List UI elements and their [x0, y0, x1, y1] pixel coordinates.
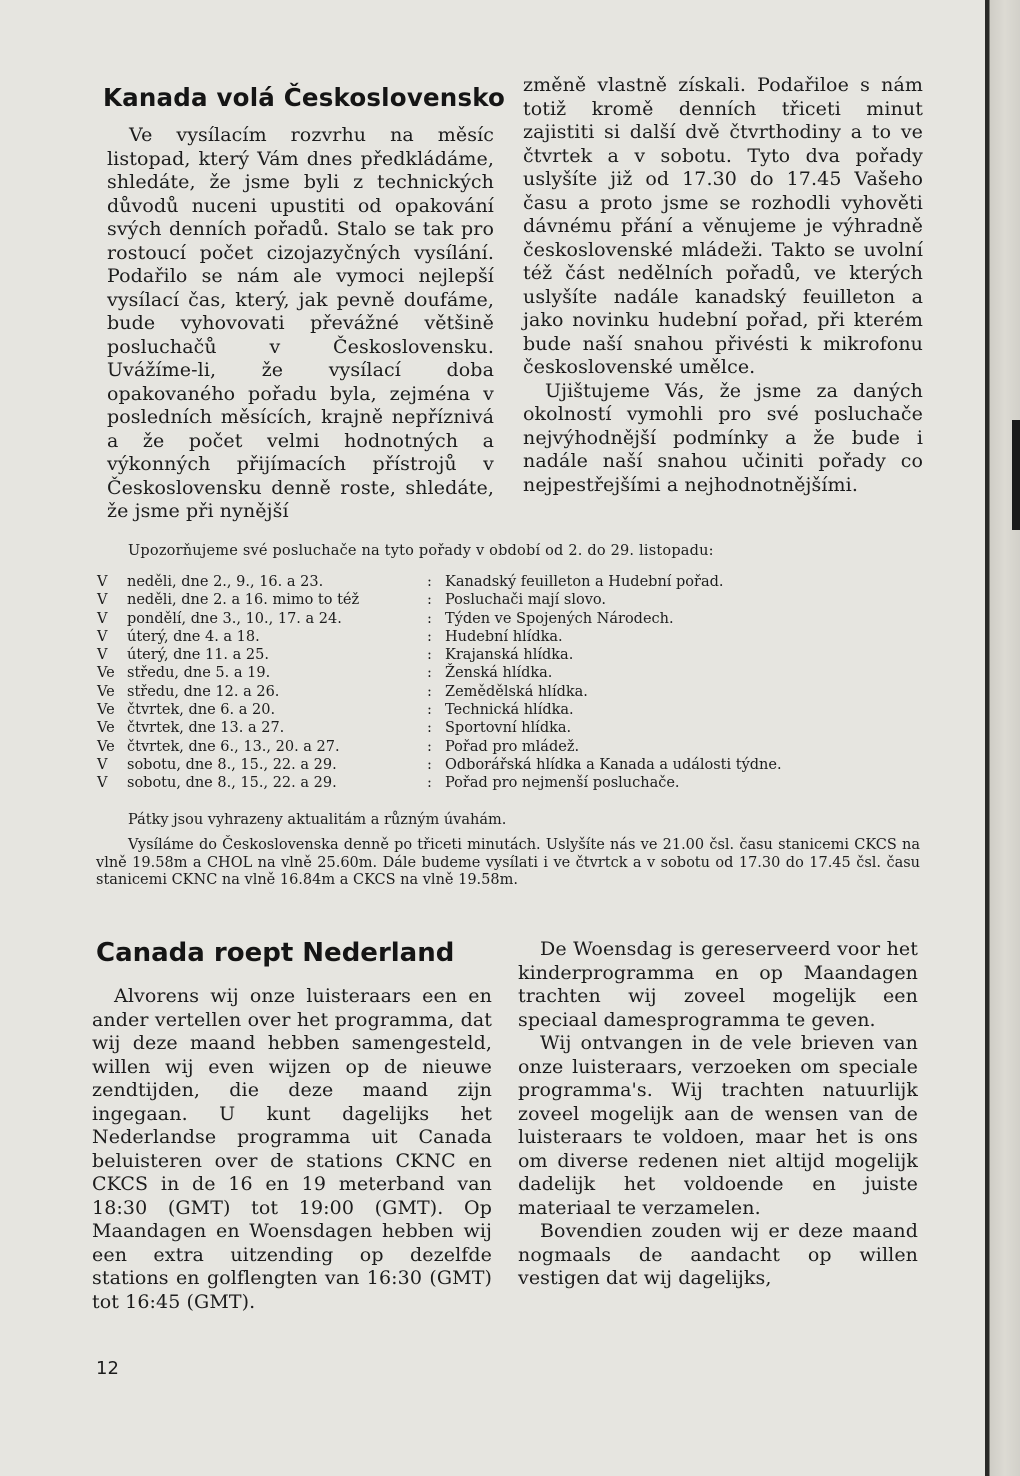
schedule-day: neděli, dne 2., 9., 16. a 23. [127, 574, 324, 590]
czech-right-paragraph-2: Ujištujeme Vás, že jsme za daných okolností vymohli pro své posluchače nejvýhodnější podmínky a že bude i nadále naší snahou učiniti pořady co nejpestřejšími a nejhodnotnějšími. [523, 379, 923, 496]
schedule-row [97, 591, 897, 609]
schedule-separator: : [427, 756, 432, 773]
schedule-day: sobotu, dne 8., 15., 22. a 29. [127, 756, 337, 773]
schedule-separator: : [427, 592, 432, 609]
next-page-edge [985, 0, 1020, 1476]
schedule-preposition: V [97, 756, 108, 773]
schedule-separator: : [427, 702, 432, 719]
schedule-day: čtvrtek, dne 6. a 20. [127, 702, 276, 719]
schedule-separator: : [427, 610, 432, 627]
page-number: 12 [96, 1358, 119, 1379]
schedule-row [97, 610, 897, 628]
schedule-separator: : [427, 665, 432, 682]
schedule-row [97, 774, 897, 792]
schedule-separator: : [427, 574, 432, 590]
schedule-program: Ženská hlídka. [445, 665, 553, 682]
schedule-preposition: Ve [97, 702, 115, 719]
schedule-program: Odborářská hlídka a Kanada a události týdne. [445, 756, 782, 773]
schedule-program: Sportovní hlídka. [445, 720, 572, 737]
schedule-day: úterý, dne 4. a 18. [127, 628, 260, 645]
schedule-separator: : [427, 738, 432, 755]
schedule-program: Pořad pro nejmenší posluchače. [445, 775, 680, 792]
czech-right-paragraph-1: změně vlastně získali. Podařiloe s nám totiž kromě denních třiceti minut zajistiti si další dvě čtvrthodiny a to ve čtvrtek a v sobotu. Tyto dva pořady uslyšíte již od 17.30 do 17.45 Vašeho času a proto jsme se rozhodli vyhověti dávnému přání a věnujeme je výhradně československé mládeži. Takto se uvolní též část nedělních pořadů, ve kterých uslyšíte nadále kanadský feuilleton a jako novinku hudební pořad, při kterém bude naší snahou přivésti k mikrofonu československé umělce. [523, 74, 923, 378]
schedule-program: Krajanská hlídka. [445, 647, 574, 664]
dutch-article-title: Canada roept Nederland [96, 938, 455, 968]
schedule-separator: : [427, 628, 432, 645]
schedule-program: Kanadský feuilleton a Hudební pořad. [445, 574, 724, 590]
schedule-table [97, 573, 897, 793]
czech-right-column [523, 74, 923, 497]
schedule-program: Hudební hlídka. [445, 628, 563, 645]
schedule-row [97, 719, 897, 737]
schedule-day: úterý, dne 11. a 25. [127, 647, 269, 664]
schedule-row [97, 701, 897, 719]
schedule-row [97, 628, 897, 646]
dutch-right-paragraph-1: De Woensdag is gereserveerd voor het kinderprogramma en op Maandagen trachten wij zoveel mogelijk een speciaal damesprogramma te geven. [518, 938, 918, 1031]
dutch-left-paragraph: Alvorens wij onze luisteraars een en ander vertellen over het programma, dat wij deze maand hebben samengesteld, willen wij even wijzen op de nieuwe zendtijden, die deze maand zijn ingegaan. U kunt dagelijks het Nederlandse programma uit Canada beluisteren over de stations CKNC en CKCS in de 16 en 19 meterband van 18:30 (GMT) tot 19:00 (GMT). Op Maandagen en Woensdagen hebben wij een extra uitzending op dezelfde stations en golflengten van 16:30 (GMT) tot 16:45 (GMT). [92, 985, 492, 1313]
broadcast-note: Vysíláme do Československa denně po třiceti minutách. Uslyšíte nás ve 21.00 čsl. času stanicemi CKCS na vlně 19.58m a CHOL na vlně 25.60m. Dále budeme vysílati i ve čtvrtck a v sobotu od 17.30 do 17.45 čsl. času stanicemi CKNC na vlně 16.84m a CKCS na vlně 19.58m. [96, 837, 920, 888]
fridays-note: Pátky jsou vyhrazeny aktualitám a různým úvahám. [128, 812, 507, 828]
dutch-right-column [518, 938, 918, 1291]
page-edge-tab [1012, 420, 1020, 530]
schedule-intro: Upozorňujeme své posluchače na tyto pořady v období od 2. do 29. listopadu: [128, 543, 714, 559]
schedule-day: čtvrtek, dne 13. a 27. [127, 720, 285, 737]
schedule-day: středu, dne 5. a 19. [127, 665, 271, 682]
schedule-program: Posluchači mají slovo. [445, 592, 607, 609]
schedule-program: Pořad pro mládež. [445, 738, 580, 755]
schedule-preposition: V [97, 592, 108, 609]
schedule-day: sobotu, dne 8., 15., 22. a 29. [127, 775, 337, 792]
schedule-day: pondělí, dne 3., 10., 17. a 24. [127, 610, 342, 627]
schedule-preposition: Ve [97, 738, 115, 755]
czech-article-title: Kanada volá Československo [103, 83, 506, 112]
dutch-right-paragraph-3: Bovendien zouden wij er deze maand nogmaals de aandacht op willen vestigen dat wij dagelijks, [518, 1220, 918, 1289]
schedule-program: Technická hlídka. [445, 702, 574, 719]
schedule-preposition: Ve [97, 683, 115, 700]
dutch-right-paragraph-2: Wij ontvangen in de vele brieven van onze luisteraars, verzoeken om speciale programma's. Wij trachten natuurlijk zoveel mogelijk aan de wensen van de luisteraars te voldoen, maar het is ons om diverse redenen niet altijd mogelijk dadelijk het voldoende en juiste materiaal te verzamelen. [518, 1032, 918, 1219]
schedule-preposition: V [97, 610, 108, 627]
schedule-row [97, 738, 897, 756]
schedule-program: Zemědělská hlídka. [445, 683, 588, 700]
schedule-row [97, 646, 897, 664]
schedule-preposition: Ve [97, 665, 115, 682]
schedule-separator: : [427, 775, 432, 792]
schedule-separator: : [427, 720, 432, 737]
czech-left-column [107, 124, 494, 524]
schedule-preposition: V [97, 775, 108, 792]
schedule-row [97, 664, 897, 682]
schedule-day: středu, dne 12. a 26. [127, 683, 280, 700]
schedule-day: neděli, dne 2. a 16. mimo to též [127, 592, 360, 609]
schedule-row [97, 573, 897, 591]
schedule-preposition: Ve [97, 720, 115, 737]
schedule-separator: : [427, 683, 432, 700]
schedule-program: Týden ve Spojených Národech. [445, 610, 674, 627]
schedule-preposition: V [97, 574, 108, 590]
schedule-day: čtvrtek, dne 6., 13., 20. a 27. [127, 738, 340, 755]
schedule-row [97, 756, 897, 774]
dutch-left-column [92, 985, 492, 1314]
schedule-row [97, 683, 897, 701]
schedule-preposition: V [97, 628, 108, 645]
schedule-preposition: V [97, 647, 108, 664]
czech-left-paragraph: Ve vysílacím rozvrhu na měsíc listopad, který Vám dnes předkládáme, shledáte, že jsme byli z technických důvodů nuceni upustiti od opakování svých denních pořadů. Stalo se tak pro rostoucí počet cizojazyčných vysílání. Podařilo se nám ale vymoci nejlepší vysílací čas, který, jak pevně doufáme, bude vyhovovati převážné většině posluchačů v Československu. Uvážíme-li, že vysílací doba opakovaného pořadu byla, zejména v posledních měsících, krajně nepříznivá a že počet velmi hodnotných a výkonných přijímacích přístrojů v Československu denně roste, shledáte, že jsme při nynější [107, 124, 494, 522]
schedule-separator: : [427, 647, 432, 664]
